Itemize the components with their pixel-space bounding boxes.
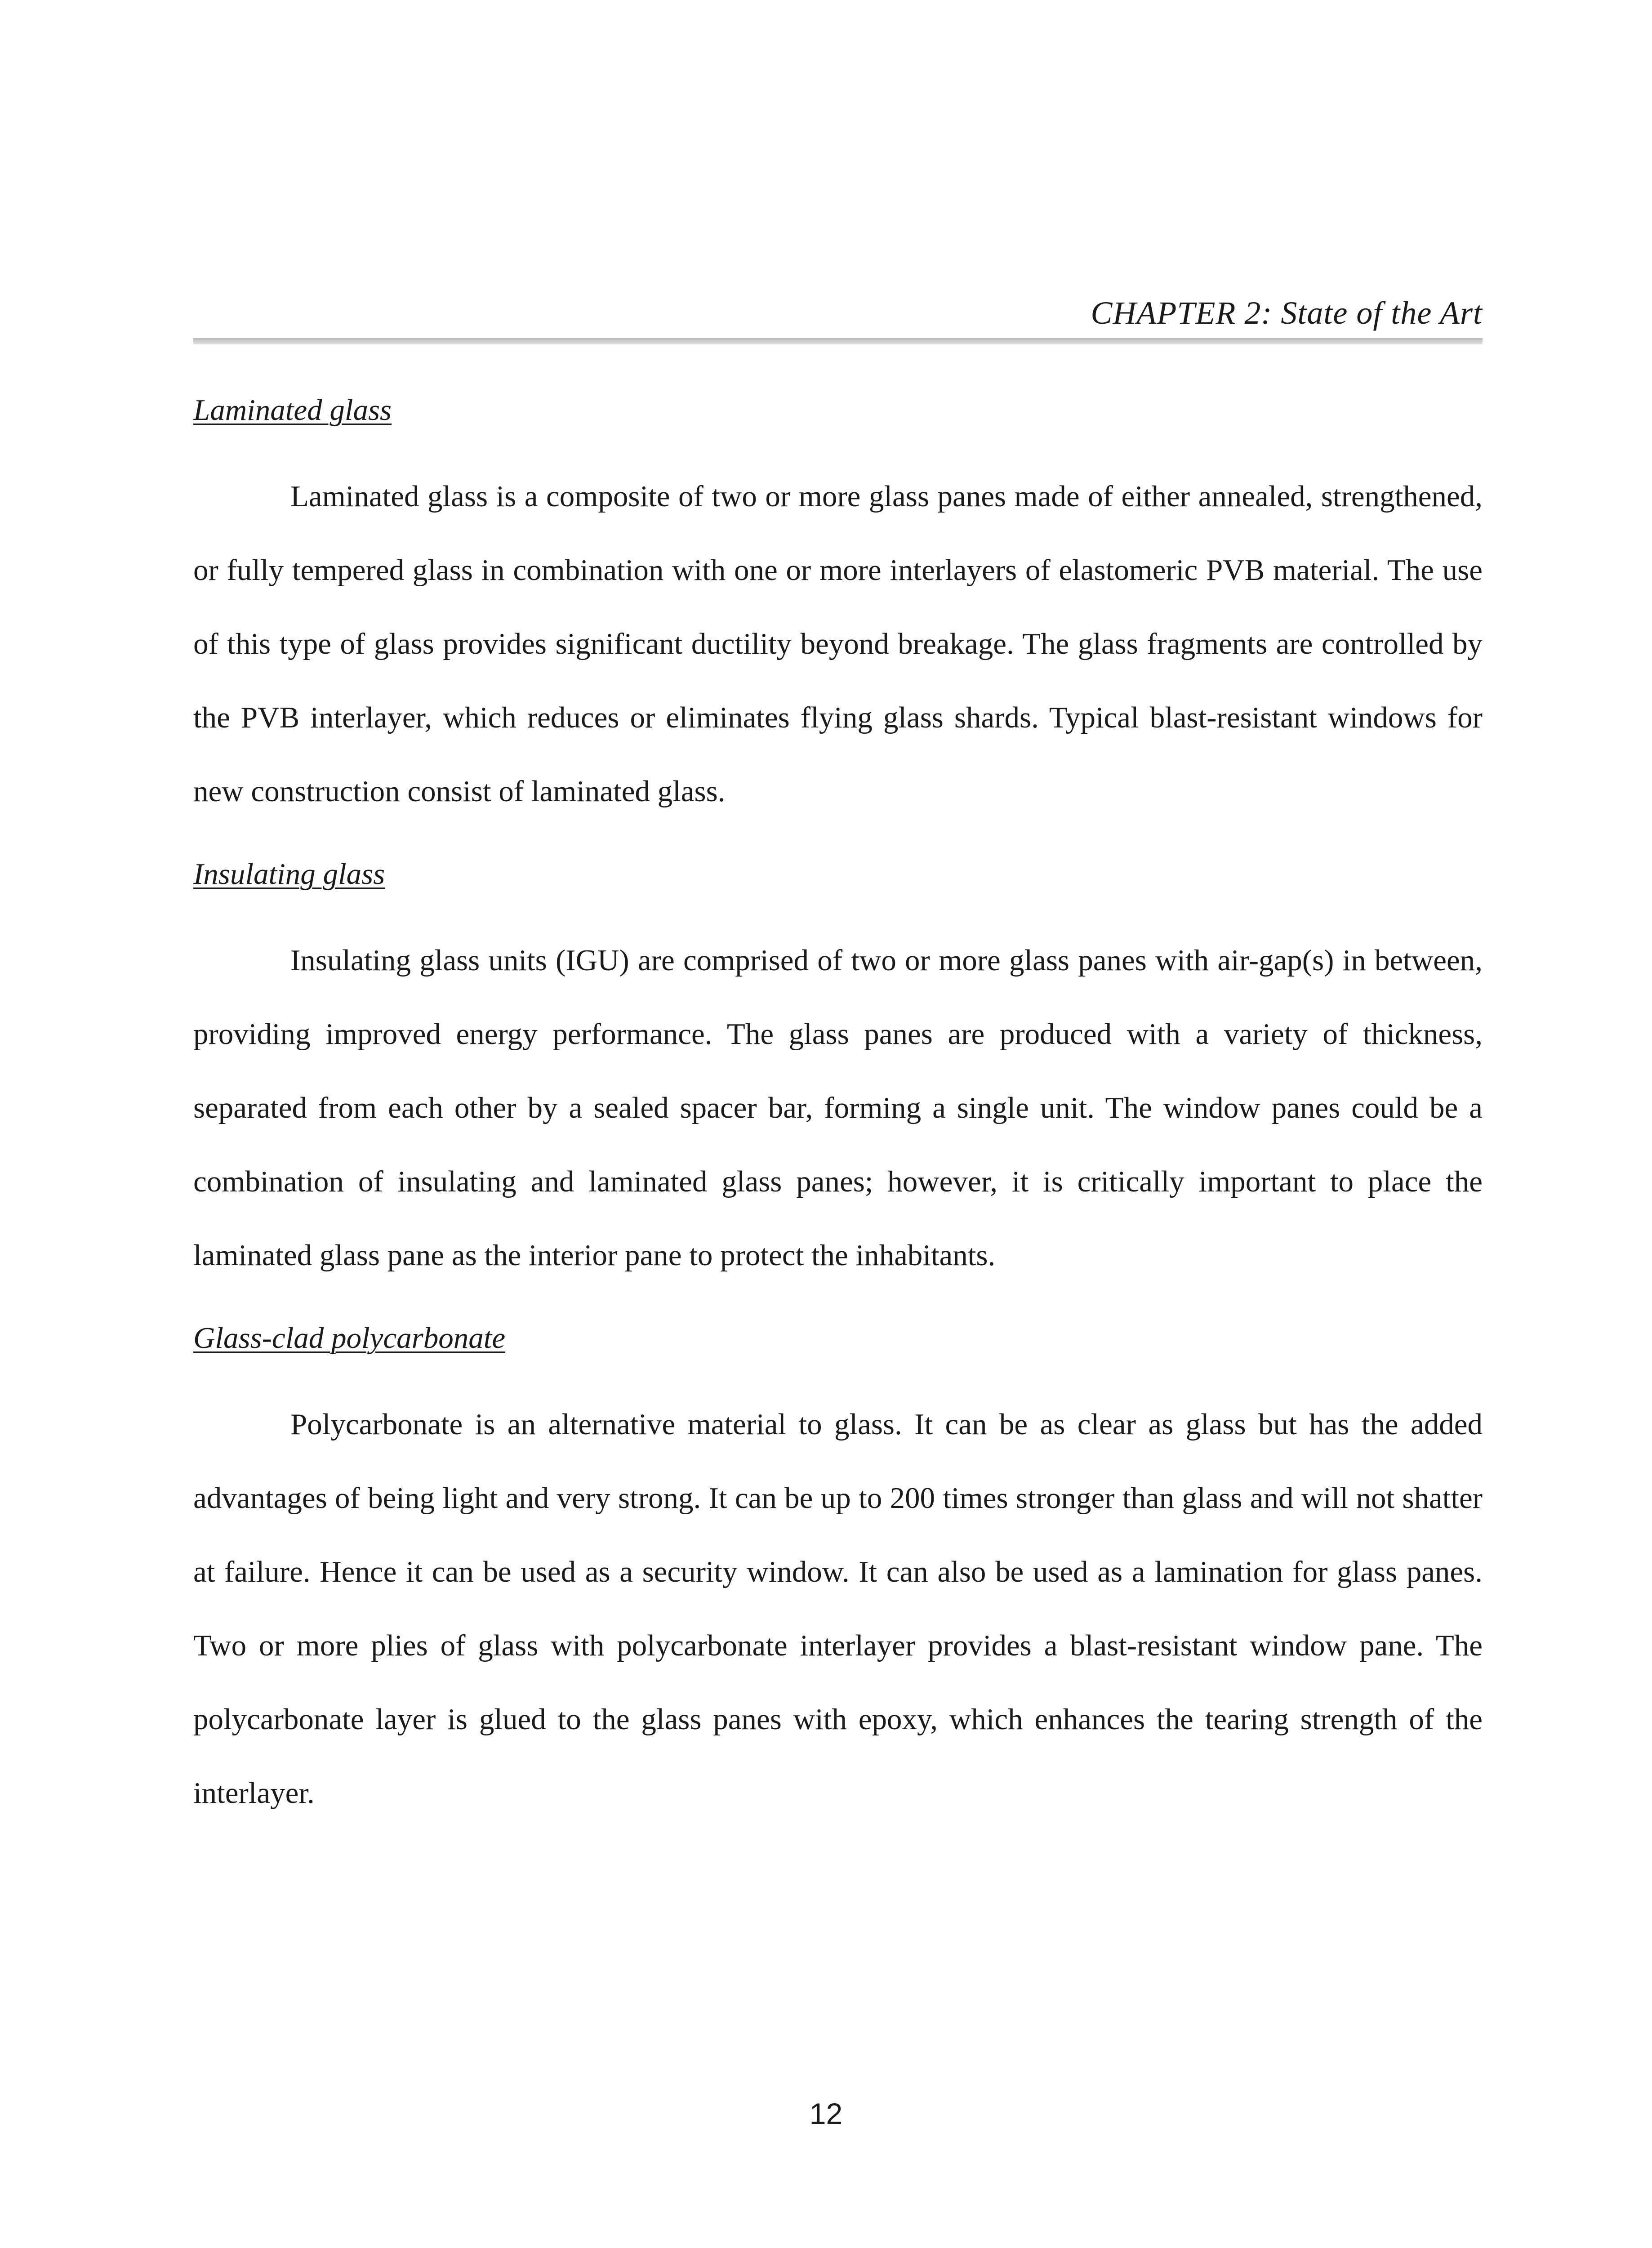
page-number: 12 [809,2097,843,2130]
paragraph-insulating-glass: Insulating glass units (IGU) are comprised of two or more glass panes with air-gap(s) in between, providing improved energy performance. The glass panes are produced with a variety of thickness, separated from each other by a sealed spacer bar, forming a single unit. The window panes could be a combination of insulating and laminated glass panes; however, it is critically important to place the laminated glass pane as the interior pane to protect the inhabitants. [193,944,1483,1272]
section-heading-insulating-glass: Insulating glass [193,857,385,891]
header-rule [193,338,1483,344]
section-heading-glass-clad-polycarbonate: Glass-clad polycarbonate [193,1321,506,1355]
running-header: CHAPTER 2: State of the Art [1091,295,1483,331]
paragraph-glass-clad-polycarbonate: Polycarbonate is an alternative material to glass. It can be as clear as glass but has the added advantages of being light and very strong. It can be up to 200 times stronger than glass and will not shatter at failure. Hence it can be used as a security window. It can also be used as a lamination for glass panes. Two or more plies of glass with polycarbonate interlayer provides a blast-resistant window pane. The polycarbonate layer is glued to the glass panes with epoxy, which enhances the tearing strength of the interlayer. [193,1408,1483,1810]
section-heading-laminated-glass: Laminated glass [193,393,392,427]
paragraph-laminated-glass: Laminated glass is a composite of two or more glass panes made of either annealed, strengthened, or fully tempered glass in combination with one or more interlayers of elastomeric PVB material. The use of this type of glass provides significant ductility beyond breakage. The glass fragments are controlled by the PVB interlayer, which reduces or eliminates flying glass shards. Typical blast-resistant windows for new construction consist of laminated glass. [193,480,1483,808]
page-content [193,391,1483,1830]
